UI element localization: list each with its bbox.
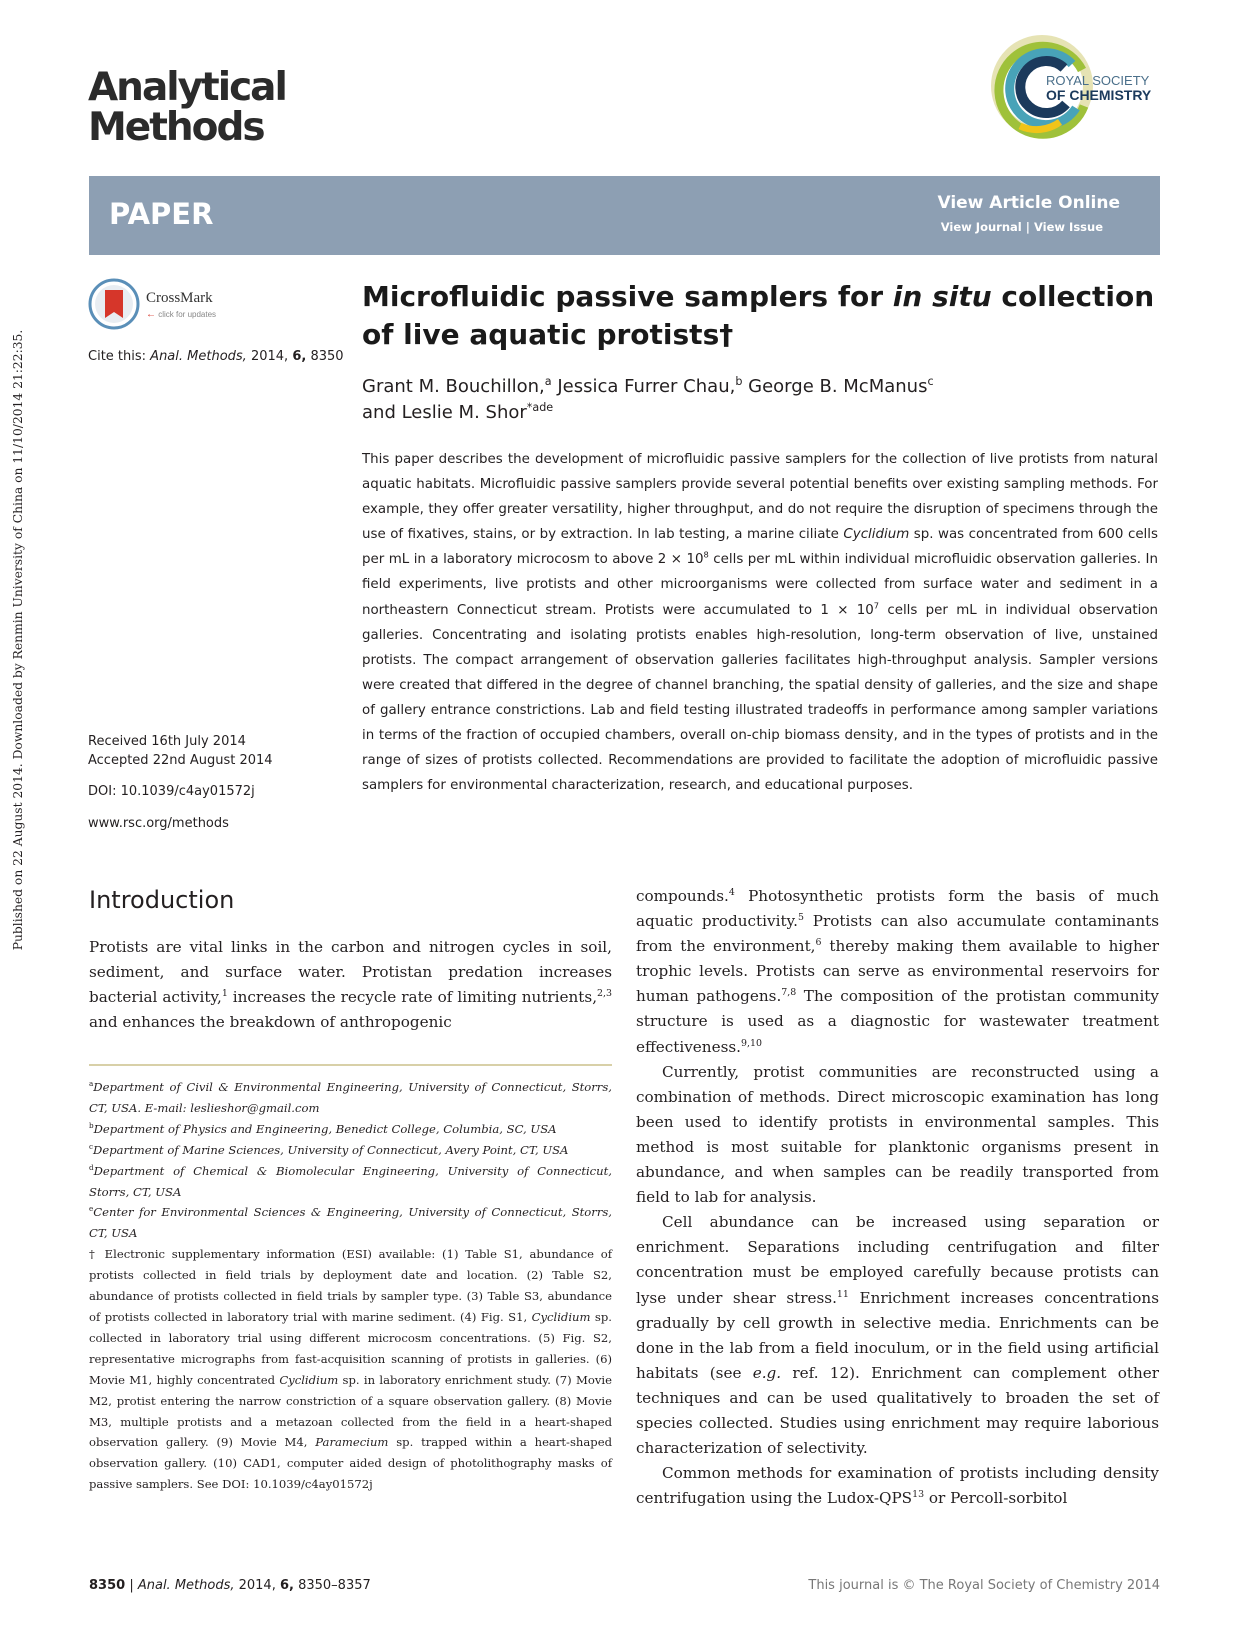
esi-emphasis-2: Cyclidium (279, 1372, 339, 1387)
esi-emphasis-1: Cyclidium (531, 1309, 591, 1324)
affiliation-e: $^e$Center for Environmental Sciences & Engineering, University of Connecticut, Storrs, CT, USA (89, 1204, 612, 1241)
affiliation-b: $^b$Department of Physics and Engineering, Benedict College, Columbia, SC, USA (89, 1120, 557, 1136)
affiliation-a-text: Department of Civil & Environmental Engineering, University of Connecticut, Storrs, CT, USA. E-mail: leslieshor@gmail.com (89, 1080, 612, 1115)
author-1: Grant M. Bouchillon, (362, 376, 545, 397)
intro-text-2: increases the recycle rate of limiting nutrients, (227, 988, 598, 1007)
crossmark-icon (88, 278, 140, 330)
abstract-part3: cells per mL within individual microfluidic observation galleries. In field experiments, live protists and other microorganisms were collected from surface water and sediment in a northeastern Connecticut stream. Protists were accumulated to 1 × 10 (362, 552, 1158, 618)
body-paragraph-1 (636, 884, 1159, 1060)
esi-text-3: sp. in laboratory enrichment study. (7) Movie M2, protist entering the narrow constriction of a square observation gallery. (8) Movie M3, multiple protists and a metazoan collected from the field in a heart-shaped observation gallery. (9) Movie M4, (89, 1372, 612, 1450)
rc-text-1a: compounds. (636, 887, 729, 905)
abstract-emphasis: Cyclidium (843, 527, 910, 543)
rc-text-1d: thereby making them available to higher trophic levels. Protists can serve as environmental reservoirs for human pathogens. (636, 937, 1159, 1006)
body-paragraph-4 (636, 1461, 1159, 1511)
journal-title (88, 65, 286, 150)
citation (88, 349, 344, 364)
rc-text-4a: Common methods for examination of protists including density centrifugation using the Ludox-QPS (636, 1464, 1159, 1508)
affiliation-d: $^d$Department of Chemical & Biomolecular Engineering, University of Connecticut, Storrs, CT, USA (89, 1162, 612, 1199)
esi-text-1: † Electronic supplementary information (ESI) available: (1) Table S1, abundance of protists collected in field trials by deployment date and location. (2) Table S2, abundance of protists collected in field trials by sampler type. (3) Table S3, abundance of protists collected in laboratory trial with marine sediment. (4) Fig. S1, (89, 1247, 612, 1324)
footer-page-number: 8350 (89, 1578, 126, 1593)
article-title-emphasis: in situ (892, 280, 992, 313)
section-heading-introduction: Introduction (89, 886, 235, 914)
view-article-online-link[interactable]: View Article Online (937, 193, 1120, 213)
view-issue-link[interactable]: View Issue (1033, 220, 1103, 234)
footer-volume: 6, (279, 1578, 294, 1593)
abstract-part2: sp. was concentrated from 600 cells per mL in a laboratory microcosm to above 2 × 10 (362, 527, 1158, 568)
author-3-affil: c (927, 375, 934, 388)
crossmark-sub-text: click for updates (158, 310, 217, 319)
ref-4[interactable]: 4 (728, 886, 735, 898)
rc-text-1c: Protists can also accumulate contaminants from the environment, (636, 912, 1159, 956)
rsc-logo-line2: OF CHEMISTRY (1046, 87, 1152, 103)
ref-6[interactable]: 6 (815, 937, 822, 949)
body-paragraph-3 (636, 1210, 1159, 1461)
rc-text-1b: Photosynthetic protists form the basis of much aquatic productivity. (636, 887, 1159, 931)
footer-pages: 8350–8357 (293, 1578, 371, 1593)
abstract-part4: cells per mL in individual observation galleries. Concentrating and isolating protists enables high-resolution, long-term observation of live, unstained protists. The compact arrangement of observation galleries facilitates high-throughput analysis. Sampler versions were created that differed in the degree of channel branching, the spatial density of galleries, and the size and shape of gallery entrance constrictions. Lab and field testing illustrated tradeoffs in performance among sampler variations in terms of the fraction of occupied chambers, overall on-chip biomass density, and in the types of protists and in the range of sizes of protists collected. Recommendations are provided to facilitate the adoption of microfluidic passive samplers for environmental characterization, research, and educational purposes. (362, 602, 1158, 794)
affiliation-e-text: Center for Environmental Sciences & Engineering, University of Connecticut, Storrs, CT, USA (89, 1205, 612, 1241)
right-column (636, 884, 1159, 1511)
author-1-affil: a (544, 375, 552, 388)
affiliation-a: $^a$Department of Civil & Environmental Engineering, University of Connecticut, Storrs, CT, USA. E-mail: leslieshor@gmail.com (89, 1079, 612, 1115)
article-title-part2: collection of live aquatic protists† (362, 280, 1155, 351)
footnote-divider (89, 1064, 612, 1066)
rc-text-3c: ref. 12). Enrichment can complement other techniques and can be used qualitatively to broaden the set of species collected. Studies using enrichment may require laborious characterization of selectivity. (636, 1363, 1159, 1458)
esi-text-4: sp. trapped within a heart-shaped observation gallery. (10) CAD1, computer aided design of photolithography masks of passive samplers. See DOI: 10.1039/c4ay01572j (89, 1435, 612, 1492)
crossmark-badge[interactable] (88, 278, 248, 330)
abstract-exponent-2: 7 (873, 600, 880, 611)
rc-emphasis-eg: e.g. (752, 1363, 782, 1382)
affiliation-c: $^c$Department of Marine Sciences, University of Connecticut, Avery Point, CT, USA (89, 1141, 569, 1157)
banner-label: PAPER (109, 197, 214, 231)
cite-year: 2014, (250, 349, 289, 364)
article-doi[interactable]: DOI: 10.1039/c4ay01572j (88, 784, 255, 799)
abstract (362, 447, 1158, 798)
esi-emphasis-3: Paramecium (315, 1435, 389, 1450)
journal-url-link[interactable]: www.rsc.org/methods (88, 816, 229, 831)
rsc-logo[interactable] (990, 30, 1165, 145)
footnotes (89, 1077, 612, 1495)
ref-7-8[interactable]: 7,8 (781, 987, 797, 999)
received-date: Received 16th July 2014 (88, 734, 246, 749)
cite-volume: 6, (292, 349, 307, 364)
affiliation-c-text: Department of Marine Sciences, University of Connecticut, Avery Point, CT, USA (93, 1142, 569, 1157)
author-4-affil: *ade (526, 401, 554, 414)
journal-title-line1: Analytical (88, 65, 286, 110)
rc-text-4b: or Percoll-sorbitol (924, 1489, 1068, 1508)
side-publication-text: Published on 22 August 2014. Downloaded by Renmin University of China on 11/10/2014 21:22:35. (11, 329, 25, 951)
banner-links (941, 220, 1103, 234)
journal-title-line2: Methods (88, 105, 264, 150)
crossmark-sub (146, 309, 216, 320)
rc-text-3a: Cell abundance can be increased using separation or enrichment. Separations including centrifugation and filter concentration must be employed carefully because protists can lyse under shear stress. (636, 1213, 1159, 1307)
banner-link-separator: | (1025, 220, 1030, 234)
author-2: Jessica Furrer Chau, (551, 376, 736, 397)
ref-9-10[interactable]: 9,10 (741, 1037, 762, 1049)
crossmark-label: CrossMark (146, 290, 213, 306)
accepted-date: Accepted 22nd August 2014 (88, 753, 273, 768)
author-2-affil: b (735, 375, 743, 388)
ref-11[interactable]: 11 (836, 1288, 849, 1300)
cite-prefix: Cite this: (88, 349, 147, 364)
ref-13[interactable]: 13 (912, 1489, 925, 1501)
rc-text-1e: The composition of the protistan community structure is used as a diagnostic for wastewater treatment effectiveness. (636, 987, 1159, 1056)
rc-text-3b: Enrichment increases concentrations gradually by cell growth in selective media. Enrichments can be done in the lab from a field inoculum, or in the field using artificial habitats (see (636, 1288, 1159, 1382)
paper-banner (89, 176, 1160, 255)
intro-text-3: and enhances the breakdown of anthropogenic (89, 1013, 452, 1032)
esi-text-2: sp. collected in laboratory trial using different microcosm concentrations. (5) Fig. S2, representative micrographs from fast-acquisition scanning of protists in galleries. (6) Movie M1, highly concentrated (89, 1309, 612, 1387)
footer-copyright: This journal is © The Royal Society of Chemistry 2014 (808, 1578, 1160, 1593)
ref-1[interactable]: 1 (221, 988, 228, 1000)
footer-citation (89, 1578, 371, 1593)
intro-text-1: Protists are vital links in the carbon and nitrogen cycles in soil, sediment, and surface water. Protistan predation increases bacterial activity, (89, 938, 612, 1007)
abstract-exponent-1: 8 (703, 549, 709, 560)
view-journal-link[interactable]: View Journal (940, 220, 1022, 234)
arrow-left-icon: ← (146, 309, 156, 320)
rsc-logo-line1: ROYAL SOCIETY (1046, 73, 1150, 88)
cite-journal: Anal. Methods, (150, 349, 247, 364)
article-title-part1: Microfluidic passive samplers for (362, 280, 893, 313)
footer-journal: Anal. Methods, (137, 1578, 235, 1593)
side-publication-note (0, 0, 36, 1625)
body-paragraph-2: Currently, protist communities are reconstructed using a combination of methods. Direct microscopic examination has long been used to identify protists in environmental samples. This method is most suitable for planktonic organisms present in abundance, and when samples can be readily transported from field to lab for analysis. (636, 1062, 1159, 1207)
cite-page: 8350 (310, 349, 344, 364)
ref-2-3[interactable]: 2,3 (597, 988, 613, 1000)
abstract-part1: This paper describes the development of microfluidic passive samplers for the collection of live protists from natural aquatic habitats. Microfluidic passive samplers provide several potential benefits over existing sampling methods. For example, they offer greater versatility, higher throughput, and do not require the disruption of specimens through the use of fixatives, stains, or by extraction. In lab testing, a marine ciliate (362, 452, 1158, 543)
author-4: and Leslie M. Shor (362, 402, 527, 423)
intro-paragraph (89, 935, 612, 1035)
author-3: George B. McManus (742, 376, 928, 397)
footer-separator: | (125, 1578, 138, 1593)
esi-note (89, 1244, 612, 1495)
article-dates (88, 732, 273, 770)
author-list (362, 374, 1122, 426)
affiliation-d-text: Department of Chemical & Biomolecular Engineering, University of Connecticut, Storrs, CT, USA (89, 1163, 612, 1199)
ref-5[interactable]: 5 (797, 912, 804, 924)
article-title (362, 278, 1162, 354)
footer-year: 2014, (234, 1578, 280, 1593)
affiliation-b-text: Department of Physics and Engineering, Benedict College, Columbia, SC, USA (93, 1121, 557, 1136)
